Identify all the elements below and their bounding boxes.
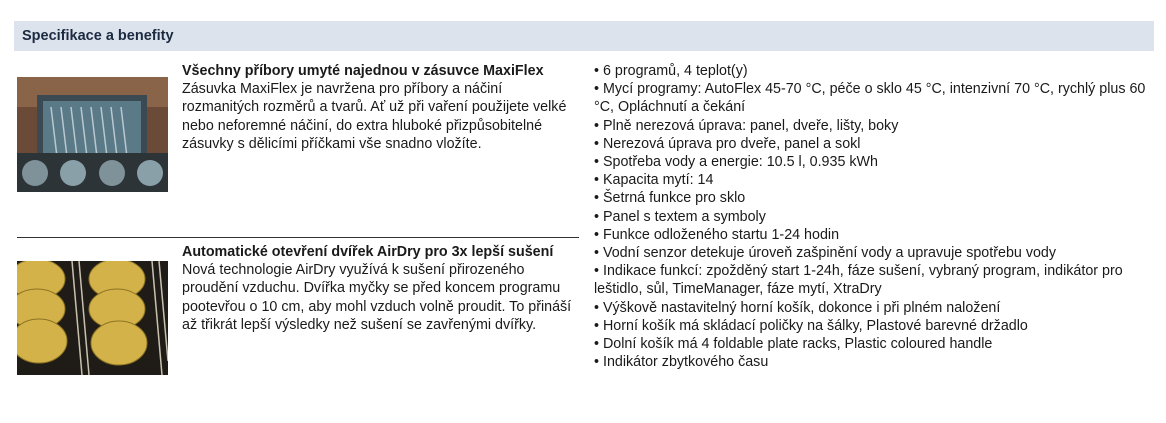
spec-item: • Vodní senzor detekuje úroveň zašpinění vody a upravuje spotřebu vody <box>594 244 1154 262</box>
feature-airdry <box>17 243 582 383</box>
feature-description: Zásuvka MaxiFlex je navržena pro příbory a náčiní rozmanitých rozměrů a tvarů. Ať už při vaření použijete velké nebo neforemné náčiní, do extra hluboké přizpůsobitelné zásuvky s dělicími příčkami vše snadno vložíte. <box>182 81 567 152</box>
spec-item: • Plně nerezová úprava: panel, dveře, lišty, boky <box>594 117 1154 135</box>
airdry-plates-image <box>17 261 168 375</box>
spec-item: • Nerezová úprava pro dveře, panel a sokl <box>594 135 1154 153</box>
feature-maxiflex <box>17 62 582 212</box>
spec-item: • Spotřeba vody a energie: 10.5 l, 0.935 kWh <box>594 153 1154 171</box>
spec-list <box>594 62 1154 371</box>
spec-item: • Výškově nastavitelný horní košík, dokonce i při plném naložení <box>594 299 1154 317</box>
spec-item: • Horní košík má skládací poličky na šálky, Plastové barevné držadlo <box>594 317 1154 335</box>
spec-item: • 6 programů, 4 teplot(y) <box>594 62 1154 80</box>
feature-text <box>182 243 582 334</box>
feature-description: Nová technologie AirDry využívá k sušení přirozeného proudění vzduchu. Dvířka myčky se před koncem programu pootevřou o 10 cm, aby mohl vzduch volně proudit. To přináší až třikrát lepší výsledky než sušení se zavřenými dvířky. <box>182 262 572 333</box>
feature-title: Automatické otevření dvířek AirDry pro 3x lepší sušení <box>182 244 554 260</box>
spec-item: • Kapacita mytí: 14 <box>594 171 1154 189</box>
spec-item: • Dolní košík má 4 foldable plate racks, Plastic coloured handle <box>594 335 1154 353</box>
feature-title: Všechny příbory umyté najednou v zásuvce MaxiFlex <box>182 63 544 79</box>
spec-item: • Šetrná funkce pro sklo <box>594 189 1154 207</box>
feature-divider <box>17 237 579 238</box>
spec-item: • Funkce odloženého startu 1-24 hodin <box>594 226 1154 244</box>
section-title: Specifikace a benefity <box>22 28 174 44</box>
spec-item: • Mycí programy: AutoFlex 45-70 °C, péče o sklo 45 °C, intenzivní 70 °C, rychlý plus 60 °C, Opláchnutí a čekání <box>594 80 1154 116</box>
spec-item: • Indikátor zbytkového času <box>594 353 1154 371</box>
spec-item: • Panel s textem a symboly <box>594 208 1154 226</box>
section-header <box>14 21 1154 51</box>
spec-item: • Indikace funkcí: zpožděný start 1-24h, fáze sušení, vybraný program, indikátor pro leštidlo, sůl, TimeManager, fáze mytí, XtraDry <box>594 262 1154 298</box>
feature-text <box>182 62 582 153</box>
maxiflex-drawer-image <box>17 77 168 192</box>
